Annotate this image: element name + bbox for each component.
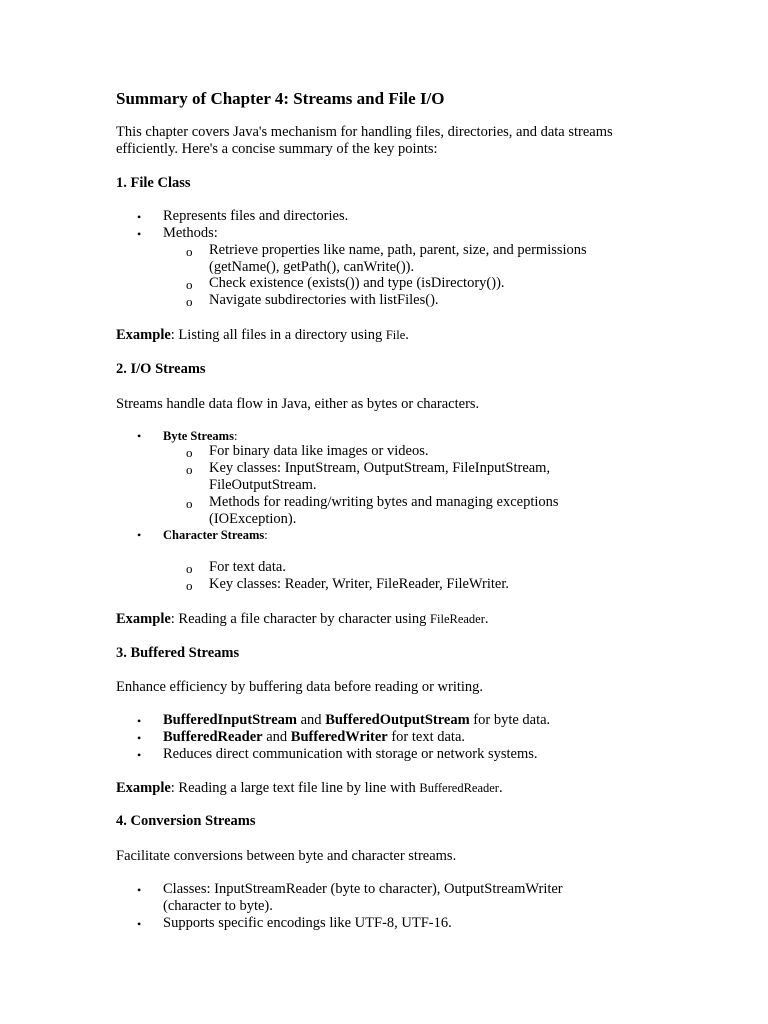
section-3-intro: Enhance efficiency by buffering data before reading or writing. [116, 679, 484, 695]
example-end: . [498, 780, 503, 796]
section-1-example [116, 327, 409, 344]
sub-list-item-continuation: (getName(), getPath(), canWrite()). [209, 259, 415, 275]
section-4-intro: Facilitate conversions between byte and character streams. [116, 848, 457, 864]
byte-streams-colon: : [233, 429, 238, 443]
list-item-text: for text data. [387, 729, 466, 745]
list-item: Supports specific encodings like UTF-8, UTF-16. [163, 915, 452, 931]
sub-list-item: Retrieve properties like name, path, parent, size, and permissions [209, 242, 587, 258]
list-item [163, 729, 465, 746]
example-code: FileReader [430, 612, 485, 626]
sub-list-item-continuation: (IOException). [209, 511, 297, 527]
intro-line-2: efficiently. Here's a concise summary of the key points: [116, 141, 438, 157]
sub-bullet-icon: o [186, 578, 193, 593]
example-text: : Reading a file character by character using [170, 611, 431, 627]
list-item [163, 712, 550, 729]
list-item-text: for byte data. [469, 712, 551, 728]
example-label: Example [116, 611, 171, 627]
list-item: Reduces direct communication with storage or network systems. [163, 746, 538, 762]
section-2-heading: 2. I/O Streams [116, 361, 206, 377]
sub-bullet-icon: o [186, 496, 193, 511]
bullet-icon: • [137, 917, 142, 931]
sub-list-item-continuation: FileOutputStream. [209, 477, 317, 493]
sub-bullet-icon: o [186, 294, 193, 309]
conjunction: and [262, 729, 291, 745]
list-item: Methods: [163, 225, 218, 241]
example-label: Example [116, 780, 171, 796]
byte-streams-label: Byte Streams [163, 429, 234, 443]
bullet-icon: • [137, 528, 142, 542]
class-name: BufferedInputStream [163, 712, 297, 728]
page-title: Summary of Chapter 4: Streams and File I/O [116, 89, 445, 108]
bullet-icon: • [137, 227, 142, 241]
section-3-example [116, 780, 503, 797]
character-streams-label: Character Streams [163, 528, 265, 542]
bullet-icon: • [137, 731, 142, 745]
sub-list-item: Check existence (exists()) and type (isDirectory()). [209, 275, 505, 291]
example-code: File [385, 328, 406, 342]
sub-bullet-icon: o [186, 561, 193, 576]
list-item [163, 527, 268, 544]
section-3-heading: 3. Buffered Streams [116, 645, 240, 661]
section-1-heading: 1. File Class [116, 175, 191, 191]
section-2-intro: Streams handle data flow in Java, either as bytes or characters. [116, 396, 480, 412]
section-4-heading: 4. Conversion Streams [116, 813, 256, 829]
example-end: . [484, 611, 489, 627]
sub-list-item: Methods for reading/writing bytes and managing exceptions [209, 494, 559, 510]
character-streams-colon: : [264, 528, 268, 542]
class-name: BufferedOutputStream [325, 712, 470, 728]
bullet-icon: • [137, 210, 142, 224]
class-name: BufferedWriter [290, 729, 388, 745]
list-item-continuation: (character to byte). [163, 898, 273, 914]
sub-list-item: Key classes: InputStream, OutputStream, FileInputStream, [209, 460, 551, 476]
conjunction: and [297, 712, 326, 728]
list-item: Represents files and directories. [163, 208, 349, 224]
bullet-icon: • [137, 714, 142, 728]
sub-bullet-icon: o [186, 277, 193, 292]
sub-bullet-icon: o [186, 445, 193, 460]
intro-line-1: This chapter covers Java's mechanism for handling files, directories, and data streams [116, 124, 613, 140]
bullet-icon: • [137, 429, 142, 443]
bullet-icon: • [137, 748, 142, 762]
example-text: : Listing all files in a directory using [170, 327, 386, 343]
example-label: Example [116, 327, 171, 343]
bullet-icon: • [137, 883, 142, 897]
list-item: Classes: InputStreamReader (byte to character), OutputStreamWriter [163, 881, 563, 897]
sub-list-item: For text data. [209, 559, 286, 575]
section-2-example [116, 611, 489, 628]
sub-list-item: For binary data like images or videos. [209, 443, 429, 459]
class-name: BufferedReader [163, 729, 263, 745]
sub-bullet-icon: o [186, 244, 193, 259]
sub-bullet-icon: o [186, 462, 193, 477]
example-text: : Reading a large text file line by line with [170, 780, 420, 796]
example-code: BufferedReader [419, 781, 499, 795]
sub-list-item: Key classes: Reader, Writer, FileReader, FileWriter. [209, 576, 510, 592]
sub-list-item: Navigate subdirectories with listFiles(). [209, 292, 439, 308]
example-end: . [405, 327, 409, 343]
